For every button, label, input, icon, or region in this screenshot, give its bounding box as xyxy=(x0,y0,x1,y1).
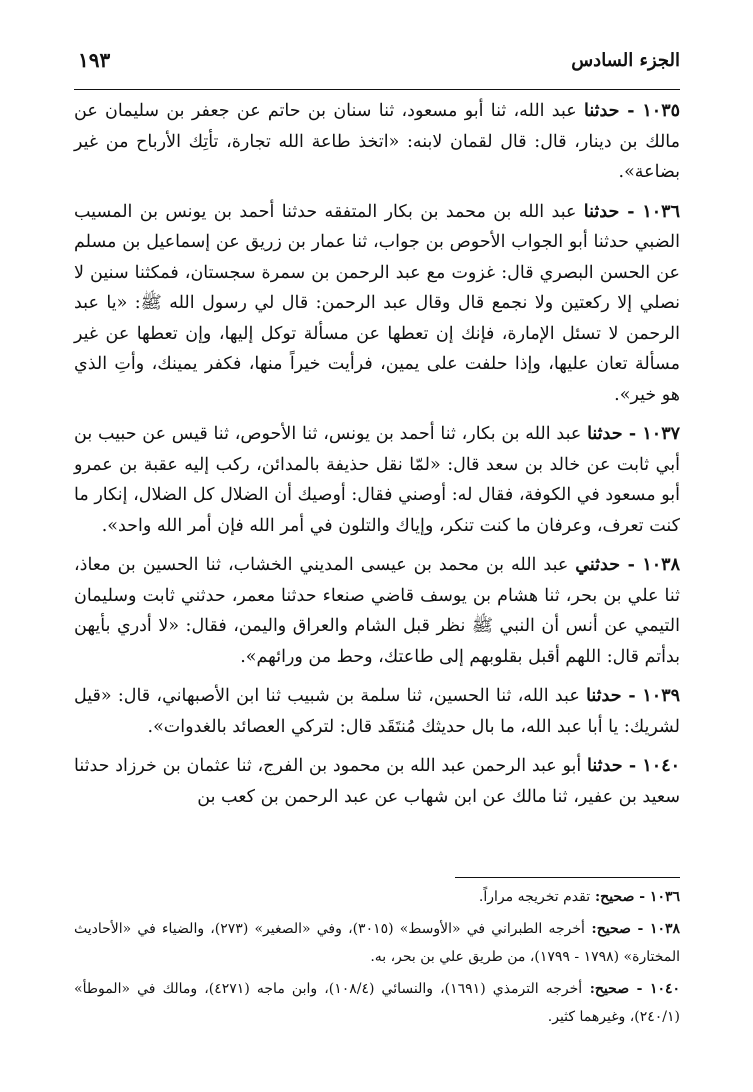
hadith-1037: ١٠٣٧ - حدثنا عبد الله بن بكار، ثنا أحمد بن يونس، ثنا الأحوص، ثنا قيس عن حبيب بن أبي ثابت عن خالد بن سعد قال: «لمّا نقل حذيفة بالمدائن، ركب إليه عقبة بن عمرو أبو مسعود في الكوفة، فقال له: أوصني فقال: أوصيك أن الضلال كل الضلال، إنكار ما كنت تعرف، وعرفان ما كنت تنكر، وإياك والتلون في أمر الله فإن أمر الله واحد». xyxy=(74,424,680,536)
hadith-lead: حدثنا xyxy=(583,201,620,222)
hadith-number: ١٠٣٦ xyxy=(642,201,680,222)
hadith-number: ١٠٣٨ xyxy=(642,555,680,575)
hadith-text: عبد الله بن محمد بن بكار المتفقه حدثنا أحمد بن يونس بن المسيب الضبي حدثنا أبو الجواب الأحوص بن جواب، ثنا عمار بن زريق عن إسماعيل بن مسلم عن الحسن البصري قال: غزوت مع عبد الرحمن بن سمرة سجستان، فمكثنا سنين لا نصلي إلا ركعتين ولا نجمع قال وقال عبد الرحمن: قال لي رسول الله ﷺ: «يا عبد الرحمن لا تسئل الإمارة، فإنك إن تعطها عن مسألة توكل إليها، وإن تعطها عن غير مسألة تعان عليها، وإذا حلفت على يمين، فرأيت خيراً منها، فكفر يمينك، وأتِ الذي هو خير». xyxy=(74,201,680,405)
footnote-grade: صحيح xyxy=(596,921,631,937)
hadith-number: ١٠٤٠ xyxy=(642,756,680,776)
page-number: ١٩٣ xyxy=(78,48,111,72)
footnotes xyxy=(74,883,680,1035)
hadith-body xyxy=(74,96,680,821)
footnote-1040: ١٠٤٠ - صحيح: أخرجه الترمذي (١٦٩١)، والنسائي (١٠٨/٤)، وابن ماجه (٤٢٧١)، ومالك في «الموطأ» (٢٤٠/١)، وغيرهما كثير. xyxy=(74,981,681,1025)
footnote-text: تقدم تخريجه مراراً. xyxy=(478,889,591,905)
hadith-text: أبو عبد الرحمن عبد الله بن محمود بن الفرج، ثنا عثمان بن خرزاد حدثنا سعيد بن عفير، ثنا مالك عن ابن شهاب عن عبد الرحمن بن كعب بن xyxy=(74,756,680,807)
footnote-grade: صحيح xyxy=(600,889,635,905)
footnote-text: أخرجه الترمذي (١٦٩١)، والنسائي (١٠٨/٤)، وابن ماجه (٤٢٧١)، ومالك في «الموطأ» (٢٤٠/١)، وغيرهما كثير. xyxy=(74,981,680,1025)
footnote-1038: ١٠٣٨ - صحيح: أخرجه الطبراني في «الأوسط» (٣٠١٥)، وفي «الصغير» (٢٧٣)، والضياء في «الأحاديث المختارة» (١٧٩٨ - ١٧٩٩)، من طريق علي بن بحر، به. xyxy=(74,921,681,965)
hadith-lead: حدثني xyxy=(575,555,621,575)
hadith-text: عبد الله، ثنا الحسين، ثنا سلمة بن شبيب ثنا ابن الأصبهاني، قال: «قيل لشريك: يا أبا عبد الله، ما بال حديثك مُنتَقَد قال: لتركي العصائد بالغدوات». xyxy=(74,686,680,737)
hadith-lead: حدثنا xyxy=(586,686,622,706)
footnote-text: أخرجه الطبراني في «الأوسط» (٣٠١٥)، وفي «الصغير» (٢٧٣)، والضياء في «الأحاديث المختارة» (١٧٩٨ - ١٧٩٩)، من طريق علي بن بحر، به. xyxy=(74,921,680,965)
footnote-rule xyxy=(455,877,680,878)
hadith-1039: ١٠٣٩ - حدثنا عبد الله، ثنا الحسين، ثنا سلمة بن شبيب ثنا ابن الأصبهاني، قال: «قيل لشريك: يا أبا عبد الله، ما بال حديثك مُنتَقَد قال: لتركي العصائد بالغدوات». xyxy=(74,686,681,737)
header-rule xyxy=(74,89,680,90)
page-header xyxy=(74,44,680,84)
footnote-number: ١٠٣٦ xyxy=(649,889,680,905)
hadith-number: ١٠٣٩ xyxy=(642,686,681,706)
footnote-number: ١٠٤٠ xyxy=(649,981,681,997)
hadith-text: عبد الله، ثنا أبو مسعود، ثنا سنان بن حاتم عن جعفر بن سليمان عن مالك بن دينار، قال: قال لقمان لابنه: «اتخذ طاعة الله تجارة، تأتِك الأرباح من غير بضاعة». xyxy=(74,101,680,182)
hadith-1040: ١٠٤٠ - حدثنا أبو عبد الرحمن عبد الله بن محمود بن الفرج، ثنا عثمان بن خرزاد حدثنا سعيد بن عفير، ثنا مالك عن ابن شهاب عن عبد الرحمن بن كعب بن xyxy=(74,756,680,807)
hadith-1036: ١٠٣٦ - حدثنا عبد الله بن محمد بن بكار المتفقه حدثنا أحمد بن يونس بن المسيب الضبي حدثنا أبو الجواب الأحوص بن جواب، ثنا عمار بن زريق عن إسماعيل بن مسلم عن الحسن البصري قال: غزوت مع عبد الرحمن بن سمرة سجستان، فمكثنا سنين لا نصلي إلا ركعتين ولا نجمع قال وقال عبد الرحمن: قال لي رسول الله ﷺ: «يا عبد الرحمن لا تسئل الإمارة، فإنك إن تعطها عن مسألة توكل إليها، وإن تعطها عن غير مسألة تعان عليها، وإذا حلفت على يمين، فرأيت خيراً منها، فكفر يمينك، وأتِ الذي هو خير». xyxy=(74,201,680,405)
hadith-1038: ١٠٣٨ - حدثني عبد الله بن محمد بن عيسى المديني الخشاب، ثنا الحسين بن معاذ، ثنا علي بن بحر، ثنا هشام بن يوسف قاضي صنعاء حدثنا معمر، حدثني ثابت وسليمان التيمي عن أنس أن النبي ﷺ نظر قبل الشام والعراق واليمن، فقال: «لا أدري بأيهن بدأتم قال: اللهم أقبل بقلوبهم إلى طاعتك، وحط من ورائهم». xyxy=(74,555,680,667)
running-title: الجزء السادس xyxy=(571,50,680,71)
hadith-number: ١٠٣٧ xyxy=(642,424,680,444)
footnote-grade: صحيح xyxy=(594,981,630,997)
hadith-text: عبد الله بن محمد بن عيسى المديني الخشاب، ثنا الحسين بن معاذ، ثنا علي بن بحر، ثنا هشام بن يوسف قاضي صنعاء حدثنا معمر، حدثني ثابت وسليمان التيمي عن أنس أن النبي ﷺ نظر قبل الشام والعراق واليمن، فقال: «لا أدري بأيهن بدأتم قال: اللهم أقبل بقلوبهم إلى طاعتك، وحط من ورائهم». xyxy=(74,555,680,667)
hadith-text: عبد الله بن بكار، ثنا أحمد بن يونس، ثنا الأحوص، ثنا قيس عن حبيب بن أبي ثابت عن خالد بن سعد قال: «لمّا نقل حذيفة بالمدائن، ركب إليه عقبة بن عمرو أبو مسعود في الكوفة، فقال له: أوصني فقال: أوصيك أن الضلال كل الضلال، إنكار ما كنت تعرف، وعرفان ما كنت تنكر، وإياك والتلون في أمر الله فإن أمر الله واحد». xyxy=(74,424,680,536)
hadith-lead: حدثنا xyxy=(587,756,623,776)
footnote-1036: ١٠٣٦ - صحيح: تقدم تخريجه مراراً. xyxy=(478,889,680,905)
hadith-number: ١٠٣٥ xyxy=(642,101,680,121)
hadith-lead: حدثنا xyxy=(587,424,623,444)
footnote-number: ١٠٣٨ xyxy=(649,921,681,937)
hadith-lead: حدثنا xyxy=(584,101,620,121)
hadith-1035: ١٠٣٥ - حدثنا عبد الله، ثنا أبو مسعود، ثنا سنان بن حاتم عن جعفر بن سليمان عن مالك بن دينار، قال: قال لقمان لابنه: «اتخذ طاعة الله تجارة، تأتِك الأرباح من غير بضاعة». xyxy=(74,101,680,182)
